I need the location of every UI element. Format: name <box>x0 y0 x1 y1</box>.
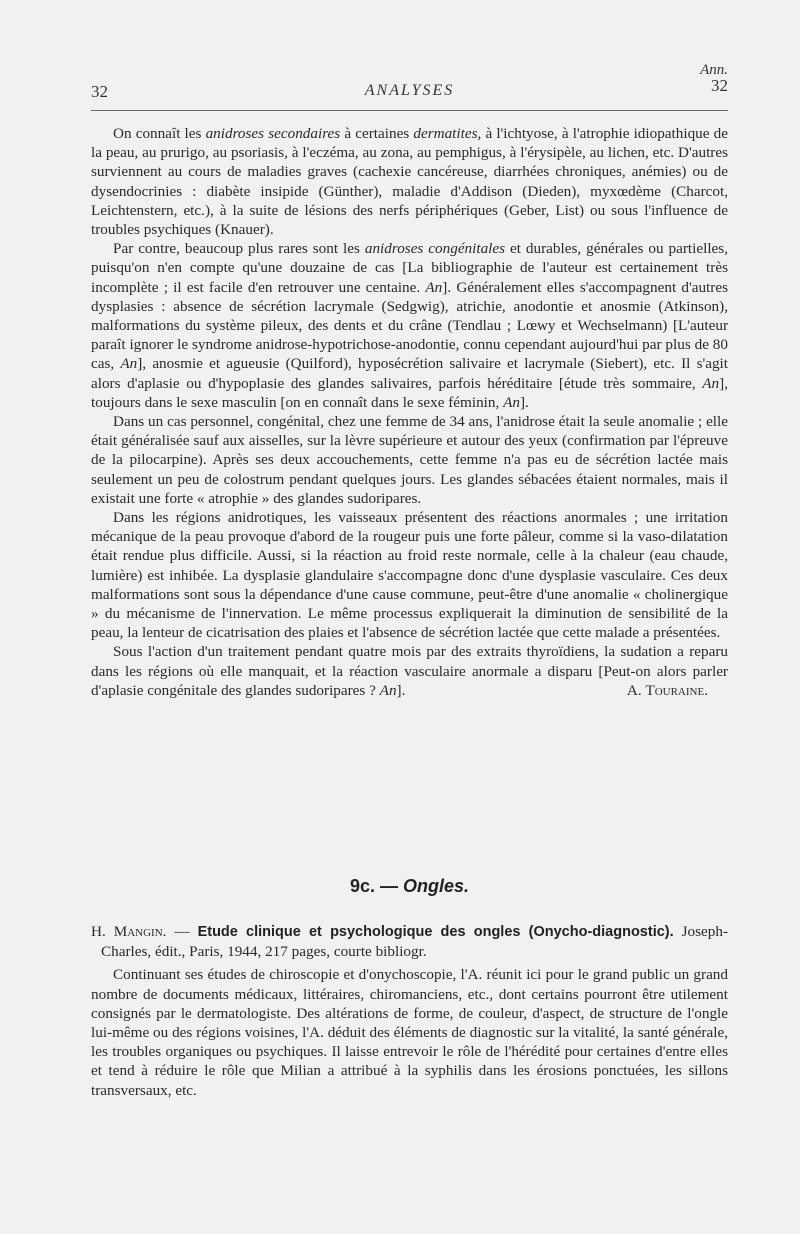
paragraph: Dans un cas personnel, congénital, chez une femme de 34 ans, l'anidrose était la seule anomalie ; elle était généralisée sauf aux aisselles, sur la lèvre supérieure et autour des yeux (confirmation par l'épreuve de la pilocarpine). Après ses deux accouchements, cette femme n'a pas eu de sécrétion lactée mais seulement un peu de colostrum pendant quelques jours. Les glandes sébacées étaient normales, mais il existait une forte « atrophie » des glandes sudoripares. <box>91 413 728 507</box>
header-rule <box>91 110 728 111</box>
review-entry <box>91 922 728 1100</box>
running-head <box>91 76 728 104</box>
italic-run: An <box>120 355 138 373</box>
section-title: Ongles. <box>403 876 470 896</box>
italic-run: An <box>503 393 520 411</box>
article-body <box>91 124 728 700</box>
entry-publisher: Joseph-Charles, édit., Paris, 1944, 217 pages, courte bibliogr. <box>101 923 728 961</box>
entry-work-title: Etude clinique et psychologique des ongles (Onycho-diagnostic). <box>197 924 674 940</box>
entry-text: Continuant ses études de chiroscopie et d'onychoscopie, l'A. réunit ici pour le grand public un grand nombre de documents médicaux, littéraires, chiromanciens, etc., dont certains pourront être utilement consignés par le dermatologiste. Des altérations de forme, de couleur, d'aspect, de structure de l'ongle lui-même ou des régions voisines, l'A. déduit des éléments de diagnostic sur la vitalité, la santé générale, les troubles organiques ou psychiques. Il laisse entrevoir le rôle de l'hérédité pour certaines d'entre elles et tend à réduire le rôle que Milian a attribué à la syphilis dans les érosions ponctuées, les sillons transversaux, etc. <box>91 966 728 1099</box>
paragraph: Par contre, beaucoup plus rares sont les anidroses congénitales et durables, générales ou partielles, puisqu'on n'en compte qu'une douzaine de cas [La bibliographie de l'auteur est certainement très incomplète ; il est facile d'en retrouver une centaine. An]. Généralement elles s'accompagnent d'autres dysplasies : absence de sécrétion lacrymale (Sedgwig), atrichie, anodontie et anosmie (Atkinson), malformations du système pileux, des dents et du crâne (Tendlau ; Lœwy et Wechselmann) [L'auteur paraît ignorer le syndrome anidrose-hypotrichose-anodontie, connu cependant aujourd'hui par plus de 80 cas, An], anosmie et agueusie (Quilford), hyposécrétion salivaire et lacrymale (Siebert), etc. Il s'agit alors d'aplasie ou d'hypoplasie des glandes salivaires, parfois héréditaire [étude très sommaire, An], toujours dans le sexe masculin [on en connaît dans le sexe féminin, An]. <box>91 240 728 411</box>
section-heading <box>91 876 728 897</box>
paragraph: Sous l'action d'un traitement pendant quatre mois par des extraits thyroïdiens, la sudation a reparu dans les régions où elle manquait, et la réaction vasculaire anormale a disparu [Peut-on alors parler d'aplasie congénitale des glandes sudoripares ? An]. <box>91 643 728 699</box>
signature-initial: A. <box>626 682 642 700</box>
italic-run: dermatites <box>413 125 478 142</box>
italic-run: An <box>702 374 720 392</box>
corner-label: Ann. <box>700 62 728 78</box>
entry-author: H. Mangin. <box>91 923 167 940</box>
running-head-title: ANALYSES <box>364 82 455 99</box>
paragraph: Dans les régions anidrotiques, les vaisseaux présentent des réactions anormales ; une irritation mécanique de la peau provoque d'abord de la rougeur puis une forte pâleur, comme si la vaso-dilatation était rendue plus difficile. Aussi, si la réaction au froid reste normale, celle à la chaleur (eau chaude, lumière) est inhibée. La dysplasie glandulaire s'accompagne donc d'une dysplasie vasculaire. Ces deux malformations sont sous la dépendance d'une cause commune, peut-être d'une anomalie « cholinergique » du mécanisme de l'innervation. Le même processus expliquerait la diminution de sensibilité de la peau, la lenteur de cicatrisation des plaies et l'absence de sécrétion lactée que cette malade a présentées. <box>91 509 728 642</box>
page-number-right: 32 <box>711 76 728 95</box>
italic-run: anidroses secondaires <box>205 125 341 142</box>
italic-run: An <box>379 681 397 699</box>
signature-name: Touraine. <box>645 682 708 700</box>
paragraph: On connaît les anidroses secondaires à certaines dermatites, à l'ichtyose, à l'atrophie idiopathique de la peau, au prurigo, au psoriasis, à l'eczéma, au zona, au pemphigus, à l'érysipèle, au lichen, etc. D'autres surviennent au cours de maladies graves (cachexie cancéreuse, diarrhées chroniques, anémies) ou de dysendocrinies : diabète insipide (Günther), maladie d'Addison (Dieden), myxœdème (Charcot, Leichtenstern, etc.), à la suite de lésions des nerfs périphériques (Geber, List) ou sous l'influence de troubles psychiques (Knauer). <box>91 125 728 239</box>
page-number-left: 32 <box>91 82 108 101</box>
entry-citation <box>91 922 728 961</box>
section-dash: — <box>380 876 398 896</box>
entry-dash: — <box>174 923 190 940</box>
section-number: 9c. <box>349 876 375 896</box>
italic-run: anidroses congénitales <box>364 240 506 258</box>
italic-run: An <box>425 278 443 296</box>
